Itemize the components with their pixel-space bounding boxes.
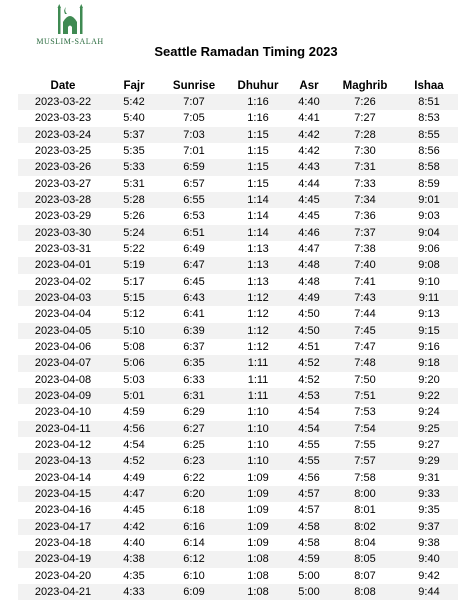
date-cell: 2023-04-21 bbox=[18, 584, 108, 600]
date-cell: 2023-04-14 bbox=[34, 471, 92, 484]
sunrise-cell: 6:41 bbox=[183, 308, 205, 321]
table-row bbox=[18, 355, 458, 371]
asr-cell: 4:54 bbox=[288, 421, 330, 437]
sunrise-cell: 6:16 bbox=[160, 519, 228, 535]
table-row bbox=[18, 437, 458, 453]
maghrib-cell: 7:43 bbox=[330, 290, 400, 306]
asr-cell: 4:41 bbox=[298, 112, 320, 125]
ishaa-cell: 9:20 bbox=[418, 373, 440, 386]
dhuhur-cell: 1:09 bbox=[228, 519, 288, 535]
ishaa-cell: 9:06 bbox=[418, 243, 440, 256]
asr-cell: 4:53 bbox=[288, 388, 330, 404]
date-cell: 2023-03-24 bbox=[18, 127, 108, 143]
fajr-cell: 5:03 bbox=[123, 373, 145, 386]
maghrib-cell: 7:26 bbox=[330, 94, 400, 110]
date-cell: 2023-04-18 bbox=[34, 537, 92, 550]
fajr-cell: 4:33 bbox=[108, 584, 160, 600]
ishaa-cell: 9:11 bbox=[400, 290, 458, 306]
ishaa-cell: 9:16 bbox=[418, 341, 440, 354]
sunrise-cell: 6:25 bbox=[183, 439, 205, 452]
table-row bbox=[18, 241, 458, 257]
dhuhur-cell: 1:14 bbox=[228, 192, 288, 208]
table-row bbox=[18, 339, 458, 355]
maghrib-cell: 8:00 bbox=[330, 486, 400, 502]
sunrise-cell: 6:33 bbox=[183, 373, 205, 386]
table-row bbox=[18, 176, 458, 192]
date-cell: 2023-04-19 bbox=[18, 551, 108, 567]
maghrib-cell: 7:45 bbox=[330, 323, 400, 339]
sunrise-cell: 7:05 bbox=[183, 112, 205, 125]
table-row bbox=[18, 568, 458, 584]
maghrib-cell: 7:34 bbox=[330, 192, 400, 208]
asr-cell: 4:43 bbox=[288, 159, 330, 175]
table-row bbox=[18, 274, 458, 290]
asr-cell: 4:52 bbox=[298, 373, 320, 386]
table-row bbox=[18, 502, 458, 518]
table-row bbox=[18, 306, 458, 322]
date-cell: 2023-04-17 bbox=[18, 519, 108, 535]
ishaa-cell: 9:10 bbox=[418, 275, 440, 288]
fajr-cell: 4:45 bbox=[123, 504, 145, 517]
ishaa-cell: 9:31 bbox=[418, 471, 440, 484]
dhuhur-cell: 1:15 bbox=[247, 145, 269, 158]
date-cell: 2023-03-31 bbox=[34, 243, 92, 256]
dhuhur-cell: 1:16 bbox=[247, 112, 269, 125]
date-cell: 2023-03-26 bbox=[18, 159, 108, 175]
dhuhur-cell: 1:11 bbox=[228, 388, 288, 404]
fajr-cell: 5:33 bbox=[108, 159, 160, 175]
ishaa-cell: 8:59 bbox=[418, 177, 440, 190]
dhuhur-cell: 1:09 bbox=[247, 471, 269, 484]
fajr-cell: 5:08 bbox=[123, 341, 145, 354]
table-row bbox=[18, 470, 458, 486]
date-cell: 2023-04-04 bbox=[34, 308, 92, 321]
ishaa-cell: 8:51 bbox=[400, 94, 458, 110]
fajr-cell: 5:10 bbox=[108, 323, 160, 339]
maghrib-cell: 7:31 bbox=[330, 159, 400, 175]
ishaa-cell: 9:15 bbox=[400, 323, 458, 339]
dhuhur-cell: 1:13 bbox=[247, 243, 269, 256]
dhuhur-cell: 1:15 bbox=[228, 159, 288, 175]
asr-cell: 4:45 bbox=[298, 210, 320, 223]
sunrise-cell: 6:31 bbox=[160, 388, 228, 404]
table-row bbox=[18, 110, 458, 126]
dhuhur-cell: 1:13 bbox=[247, 275, 269, 288]
ishaa-cell: 9:40 bbox=[400, 551, 458, 567]
asr-cell: 4:42 bbox=[298, 145, 320, 158]
maghrib-cell: 8:07 bbox=[354, 569, 376, 582]
sunrise-cell: 6:53 bbox=[183, 210, 205, 223]
table-row bbox=[18, 143, 458, 159]
table-row bbox=[18, 486, 458, 502]
fajr-cell: 5:22 bbox=[123, 243, 145, 256]
table-row bbox=[18, 208, 458, 224]
fajr-cell: 4:59 bbox=[123, 406, 145, 419]
maghrib-cell: 8:04 bbox=[354, 537, 376, 550]
asr-cell: 4:57 bbox=[298, 504, 320, 517]
table-row bbox=[18, 551, 458, 567]
ishaa-cell: 9:01 bbox=[400, 192, 458, 208]
dhuhur-cell: 1:15 bbox=[247, 177, 269, 190]
fajr-cell: 4:35 bbox=[123, 569, 145, 582]
dhuhur-cell: 1:13 bbox=[228, 257, 288, 273]
sunrise-cell: 6:12 bbox=[160, 551, 228, 567]
fajr-cell: 4:49 bbox=[123, 471, 145, 484]
maghrib-cell: 8:05 bbox=[330, 551, 400, 567]
table-row bbox=[18, 192, 458, 208]
date-cell: 2023-04-09 bbox=[18, 388, 108, 404]
maghrib-cell: 7:58 bbox=[354, 471, 376, 484]
fajr-cell: 5:40 bbox=[123, 112, 145, 125]
sunrise-cell: 6:51 bbox=[160, 225, 228, 241]
sunrise-cell: 6:23 bbox=[160, 453, 228, 469]
fajr-cell: 5:12 bbox=[123, 308, 145, 321]
ishaa-cell: 8:58 bbox=[400, 159, 458, 175]
date-cell: 2023-04-12 bbox=[34, 439, 92, 452]
asr-cell: 4:48 bbox=[298, 275, 320, 288]
asr-cell: 4:50 bbox=[288, 323, 330, 339]
sunrise-cell: 6:43 bbox=[160, 290, 228, 306]
maghrib-cell: 7:50 bbox=[354, 373, 376, 386]
column-header-dhuhur: Dhuhur bbox=[237, 80, 279, 92]
table-row bbox=[18, 535, 458, 551]
sunrise-cell: 6:59 bbox=[160, 159, 228, 175]
date-cell: 2023-04-03 bbox=[18, 290, 108, 306]
date-cell: 2023-04-13 bbox=[18, 453, 108, 469]
table-row bbox=[18, 372, 458, 388]
maghrib-cell: 8:01 bbox=[354, 504, 376, 517]
asr-cell: 4:51 bbox=[298, 341, 320, 354]
maghrib-cell: 7:54 bbox=[330, 421, 400, 437]
asr-cell: 4:42 bbox=[288, 127, 330, 143]
asr-cell: 4:59 bbox=[288, 551, 330, 567]
ishaa-cell: 9:22 bbox=[400, 388, 458, 404]
maghrib-cell: 8:02 bbox=[330, 519, 400, 535]
column-header-date: Date bbox=[50, 80, 76, 92]
fajr-cell: 4:47 bbox=[108, 486, 160, 502]
column-header-asr: Asr bbox=[299, 80, 319, 92]
column-header-ishaa: Ishaa bbox=[414, 80, 444, 92]
table-row bbox=[18, 159, 458, 175]
asr-cell: 4:54 bbox=[298, 406, 320, 419]
ishaa-cell: 9:37 bbox=[400, 519, 458, 535]
fajr-cell: 5:28 bbox=[108, 192, 160, 208]
ishaa-cell: 9:04 bbox=[400, 225, 458, 241]
fajr-cell: 5:15 bbox=[108, 290, 160, 306]
maghrib-cell: 7:38 bbox=[354, 243, 376, 256]
asr-cell: 4:58 bbox=[298, 537, 320, 550]
fajr-cell: 4:52 bbox=[108, 453, 160, 469]
table-row bbox=[18, 94, 458, 110]
dhuhur-cell: 1:10 bbox=[228, 421, 288, 437]
dhuhur-cell: 1:10 bbox=[228, 453, 288, 469]
date-cell: 2023-03-25 bbox=[34, 145, 92, 158]
dhuhur-cell: 1:08 bbox=[228, 584, 288, 600]
fajr-cell: 5:42 bbox=[108, 94, 160, 110]
dhuhur-cell: 1:11 bbox=[228, 355, 288, 371]
dhuhur-cell: 1:10 bbox=[247, 439, 269, 452]
ishaa-cell: 9:33 bbox=[400, 486, 458, 502]
sunrise-cell: 6:20 bbox=[160, 486, 228, 502]
asr-cell: 4:58 bbox=[288, 519, 330, 535]
ishaa-cell: 9:44 bbox=[400, 584, 458, 600]
date-cell: 2023-04-10 bbox=[34, 406, 92, 419]
dhuhur-cell: 1:11 bbox=[247, 373, 269, 386]
dhuhur-cell: 1:09 bbox=[247, 537, 269, 550]
fajr-cell: 5:24 bbox=[108, 225, 160, 241]
column-header-sunrise: Sunrise bbox=[172, 80, 216, 92]
ishaa-cell: 9:42 bbox=[418, 569, 440, 582]
date-cell: 2023-04-11 bbox=[18, 421, 108, 437]
ishaa-cell: 9:38 bbox=[418, 537, 440, 550]
asr-cell: 4:44 bbox=[298, 177, 320, 190]
fajr-cell: 5:06 bbox=[108, 355, 160, 371]
fajr-cell: 5:01 bbox=[108, 388, 160, 404]
fajr-cell: 4:54 bbox=[123, 439, 145, 452]
asr-cell: 4:55 bbox=[288, 453, 330, 469]
asr-cell: 4:45 bbox=[288, 192, 330, 208]
dhuhur-cell: 1:08 bbox=[247, 569, 269, 582]
dhuhur-cell: 1:12 bbox=[228, 290, 288, 306]
logo-text: MUSLIM-SALAH bbox=[36, 37, 104, 46]
ishaa-cell: 9:03 bbox=[418, 210, 440, 223]
ishaa-cell: 8:56 bbox=[418, 145, 440, 158]
table-row bbox=[18, 519, 458, 535]
date-cell: 2023-04-02 bbox=[34, 275, 92, 288]
maghrib-cell: 7:28 bbox=[330, 127, 400, 143]
sunrise-cell: 6:10 bbox=[183, 569, 205, 582]
asr-cell: 4:55 bbox=[298, 439, 320, 452]
page-title: Seattle Ramadan Timing 2023 bbox=[154, 44, 338, 59]
ramadan-timing-table bbox=[18, 78, 458, 600]
date-cell: 2023-04-15 bbox=[18, 486, 108, 502]
table-row bbox=[18, 257, 458, 273]
sunrise-cell: 6:47 bbox=[160, 257, 228, 273]
ishaa-cell: 8:55 bbox=[400, 127, 458, 143]
sunrise-cell: 7:07 bbox=[160, 94, 228, 110]
date-cell: 2023-03-30 bbox=[18, 225, 108, 241]
date-cell: 2023-04-05 bbox=[18, 323, 108, 339]
date-cell: 2023-03-22 bbox=[18, 94, 108, 110]
ishaa-cell: 9:13 bbox=[418, 308, 440, 321]
ishaa-cell: 9:35 bbox=[418, 504, 440, 517]
asr-cell: 5:00 bbox=[298, 569, 320, 582]
sunrise-cell: 6:45 bbox=[183, 275, 205, 288]
date-cell: 2023-04-07 bbox=[18, 355, 108, 371]
fajr-cell: 4:38 bbox=[108, 551, 160, 567]
asr-cell: 4:46 bbox=[288, 225, 330, 241]
ishaa-cell: 9:27 bbox=[418, 439, 440, 452]
asr-cell: 4:50 bbox=[298, 308, 320, 321]
maghrib-cell: 7:40 bbox=[330, 257, 400, 273]
maghrib-cell: 7:27 bbox=[354, 112, 376, 125]
date-cell: 2023-03-29 bbox=[34, 210, 92, 223]
sunrise-cell: 6:29 bbox=[183, 406, 205, 419]
table-row bbox=[18, 127, 458, 143]
column-header-maghrib: Maghrib bbox=[342, 80, 388, 92]
sunrise-cell: 6:35 bbox=[160, 355, 228, 371]
maghrib-cell: 7:44 bbox=[354, 308, 376, 321]
maghrib-cell: 7:37 bbox=[330, 225, 400, 241]
table-row bbox=[18, 584, 458, 600]
maghrib-cell: 7:48 bbox=[330, 355, 400, 371]
fajr-cell: 5:17 bbox=[123, 275, 145, 288]
column-header-fajr: Fajr bbox=[123, 80, 145, 92]
asr-cell: 4:48 bbox=[288, 257, 330, 273]
fajr-cell: 5:31 bbox=[123, 177, 145, 190]
maghrib-cell: 7:51 bbox=[330, 388, 400, 404]
maghrib-cell: 7:41 bbox=[354, 275, 376, 288]
maghrib-cell: 7:30 bbox=[354, 145, 376, 158]
sunrise-cell: 6:37 bbox=[183, 341, 205, 354]
sunrise-cell: 6:27 bbox=[160, 421, 228, 437]
dhuhur-cell: 1:09 bbox=[228, 486, 288, 502]
sunrise-cell: 7:03 bbox=[160, 127, 228, 143]
table-header-row bbox=[18, 78, 458, 94]
maghrib-cell: 8:08 bbox=[330, 584, 400, 600]
fajr-cell: 5:19 bbox=[108, 257, 160, 273]
dhuhur-cell: 1:10 bbox=[247, 406, 269, 419]
date-cell: 2023-03-28 bbox=[18, 192, 108, 208]
dhuhur-cell: 1:14 bbox=[228, 225, 288, 241]
date-cell: 2023-04-06 bbox=[34, 341, 92, 354]
table-body bbox=[18, 94, 458, 600]
dhuhur-cell: 1:12 bbox=[247, 308, 269, 321]
sunrise-cell: 6:57 bbox=[183, 177, 205, 190]
date-cell: 2023-04-20 bbox=[34, 569, 92, 582]
sunrise-cell: 6:49 bbox=[183, 243, 205, 256]
asr-cell: 4:57 bbox=[288, 486, 330, 502]
table-row bbox=[18, 404, 458, 420]
table-row bbox=[18, 453, 458, 469]
fajr-cell: 5:37 bbox=[108, 127, 160, 143]
asr-cell: 4:49 bbox=[288, 290, 330, 306]
ishaa-cell: 9:25 bbox=[400, 421, 458, 437]
fajr-cell: 5:35 bbox=[123, 145, 145, 158]
date-cell: 2023-03-23 bbox=[34, 112, 92, 125]
maghrib-cell: 7:57 bbox=[330, 453, 400, 469]
sunrise-cell: 6:14 bbox=[183, 537, 205, 550]
maghrib-cell: 7:55 bbox=[354, 439, 376, 452]
dhuhur-cell: 1:12 bbox=[228, 323, 288, 339]
date-cell: 2023-03-27 bbox=[34, 177, 92, 190]
dhuhur-cell: 1:12 bbox=[247, 341, 269, 354]
maghrib-cell: 7:47 bbox=[354, 341, 376, 354]
asr-cell: 4:47 bbox=[298, 243, 320, 256]
ishaa-cell: 9:29 bbox=[400, 453, 458, 469]
maghrib-cell: 7:53 bbox=[354, 406, 376, 419]
fajr-cell: 4:56 bbox=[108, 421, 160, 437]
asr-cell: 5:00 bbox=[288, 584, 330, 600]
asr-cell: 4:56 bbox=[298, 471, 320, 484]
ishaa-cell: 8:53 bbox=[418, 112, 440, 125]
ishaa-cell: 9:24 bbox=[418, 406, 440, 419]
ishaa-cell: 9:08 bbox=[400, 257, 458, 273]
sunrise-cell: 6:39 bbox=[160, 323, 228, 339]
maghrib-cell: 7:33 bbox=[354, 177, 376, 190]
dhuhur-cell: 1:08 bbox=[228, 551, 288, 567]
dhuhur-cell: 1:14 bbox=[247, 210, 269, 223]
date-cell: 2023-04-08 bbox=[34, 373, 92, 386]
dhuhur-cell: 1:16 bbox=[228, 94, 288, 110]
mosque-logo-icon bbox=[52, 4, 88, 36]
table-row bbox=[18, 290, 458, 306]
sunrise-cell: 6:55 bbox=[160, 192, 228, 208]
ishaa-cell: 9:18 bbox=[400, 355, 458, 371]
table-row bbox=[18, 323, 458, 339]
fajr-cell: 4:42 bbox=[108, 519, 160, 535]
date-cell: 2023-04-16 bbox=[34, 504, 92, 517]
fajr-cell: 4:40 bbox=[123, 537, 145, 550]
table-row bbox=[18, 225, 458, 241]
dhuhur-cell: 1:09 bbox=[247, 504, 269, 517]
sunrise-cell: 6:09 bbox=[160, 584, 228, 600]
muslim-salah-logo bbox=[30, 4, 110, 48]
sunrise-cell: 6:22 bbox=[183, 471, 205, 484]
asr-cell: 4:40 bbox=[288, 94, 330, 110]
table-row bbox=[18, 421, 458, 437]
maghrib-cell: 7:36 bbox=[354, 210, 376, 223]
sunrise-cell: 6:18 bbox=[183, 504, 205, 517]
dhuhur-cell: 1:15 bbox=[228, 127, 288, 143]
fajr-cell: 5:26 bbox=[123, 210, 145, 223]
sunrise-cell: 7:01 bbox=[183, 145, 205, 158]
asr-cell: 4:52 bbox=[288, 355, 330, 371]
table-row bbox=[18, 388, 458, 404]
date-cell: 2023-04-01 bbox=[18, 257, 108, 273]
